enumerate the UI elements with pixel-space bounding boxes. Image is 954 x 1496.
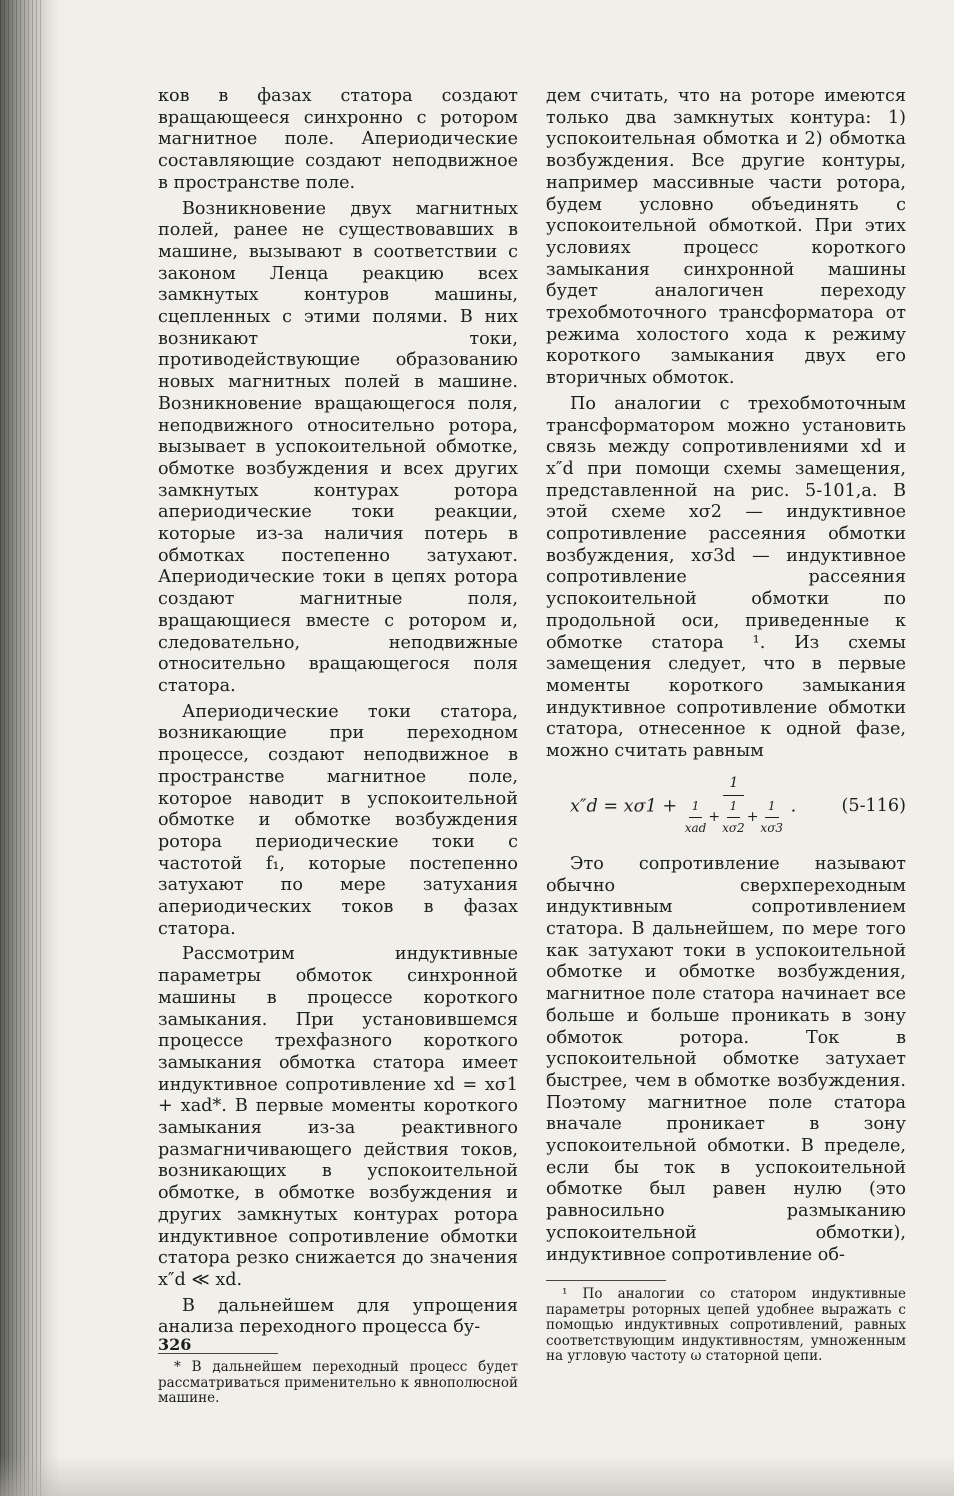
bottom-shadow — [0, 1456, 954, 1496]
paragraph: ков в фазах статора создают вращающееся синхронно с ротором магнитное поле. Апериодические составляющие создают неподвижное в пространстве поле. — [158, 86, 518, 193]
right-column — [546, 86, 906, 1365]
paragraph: Возникновение двух магнитных полей, ранее не существовавших в машине, вызывают в соответствии с законом Ленца реакцию всех замкнутых контуров машины, сцепленных с этими полями. В них возникают токи, противодействующие образованию новых магнитных полей в машине. Возникновение вращающегося поля, неподвижного относительно ротора, вызывает в успокоительной обмотке, обмотке возбуждения и всех других замкнутых контурах ротора апериодические токи реакции, которые из-за наличия потерь в обмотках постепенно затухают. Апериодические токи в цепях ротора создают магнитные поля, вращающиеся вместе с ротором и, следовательно, неподвижные относительно вращающегося поля статора. — [158, 198, 518, 696]
paragraph: Апериодические токи статора, возникающие при переходном процессе, создают неподвижное в пространстве магнитное поле, которое наводит в успокоительной обмотке и обмотке возбуждения ротора периодические токи с частотой f₁, которые постепенно затухают по мере затухания апериодических токов в фазах статора. — [158, 701, 518, 939]
fraction-numerator: 1 — [723, 773, 744, 796]
page-edges — [0, 0, 44, 1496]
term-fraction: $\frac{1}{\text{xad}}$ — [685, 796, 707, 840]
paragraph: В дальнейшем для упрощения анализа переходного процесса бу- — [158, 1295, 518, 1338]
left-column — [158, 86, 518, 1407]
footnote-rule — [546, 1280, 666, 1281]
equation-lhs: x″d = xσ1 + — [570, 796, 678, 817]
equation-number: (5-116) — [841, 795, 906, 816]
paragraph: дем считать, что на роторе имеются только два замкнутых контура: 1) успокоительная обмотка и 2) обмотка возбуждения. Все другие контуры, например массивные части ротора, будем условно объединять с успокоительной обмоткой. При этих условиях процесс короткого замыкания синхронной машины будет аналогичен переходу трехобмоточного трансформатора от режима холостого хода к режиму короткого замыкания двух его вторичных обмоток. — [546, 86, 906, 389]
page-number: 326 — [158, 1335, 192, 1354]
term-fraction: $\frac{1}{x\sigma 2}$ — [722, 796, 745, 840]
paragraph: По аналогии с трехобмоточным трансформатором можно установить связь между сопротивлениями xd и x″d при помощи схемы замещения, представленной на рис. 5-101,а. В этой схеме xσ2 — индуктивное сопротивление рассеяния обмотки возбуждения, xσ3d — индуктивное сопротивление рассеяния успокоительной обмотки по продольной оси, приведенные к обмотке статора ¹. Из схемы замещения следует, что в первые моменты короткого замыкания индуктивное сопротивление обмотки статора, отнесенное к одной фазе, можно считать равным — [546, 393, 906, 762]
term-fraction: $\frac{1}{x\sigma 3}$ — [760, 796, 783, 840]
fraction-denominator: $\frac{1}{\text{xad}}$ + $\frac{1}{x\sigma 2}$ + $\frac{1}{x\sigma 3}$ — [683, 796, 785, 840]
equation-fraction — [683, 773, 785, 840]
equation-5-116: x″d = xσ1 + 1 $\frac{1}{\text{xad}}$ + $\frac{1}{x\sigma 2}$ + $\frac{1}{x\sigma 3}$ . (5-116) — [570, 773, 906, 840]
paragraph: Это сопротивление называют обычно сверхпереходным индуктивным сопротивлением статора. В дальнейшем, по мере того как затухают токи в успокоительной обмотке и обмотке возбуждения, магнитное поле статора начинает все больше и больше проникать в зону обмоток ротора. Ток в успокоительной обмотке затухает быстрее, чем в обмотке возбуждения. Поэтому магнитное поле статора вначале проникает в зону успокоительной обмотки. В пределе, если бы ток в успокоительной обмотке был равен нулю (это равносильно размыканию успокоительной обмотки), индуктивное сопротивление об- — [546, 853, 906, 1265]
footnote: ¹ По аналогии со статором индуктивные параметры роторных цепей удобнее выражать с помощью индуктивных сопротивлений, равных соответствующим индуктивностям, умноженным на угловую частоту ω статорной цепи. — [546, 1286, 906, 1365]
footnote: * В дальнейшем переходный процесс будет рассматриваться применительно к явнополюсной машине. — [158, 1359, 518, 1407]
paragraph: Рассмотрим индуктивные параметры обмоток синхронной машины в процессе короткого замыкания. При установившемся процессе трехфазного короткого замыкания обмотка статора имеет индуктивное сопротивление xd = xσ1 + xad*. В первые моменты короткого замыкания из-за реактивного размагничивающего действия токов, возникающих в успокоительной обмотке, в обмотке возбуждения и других замкнутых контурах ротора индуктивное сопротивление обмотки статора резко снижается до значения x″d ≪ xd. — [158, 944, 518, 1290]
